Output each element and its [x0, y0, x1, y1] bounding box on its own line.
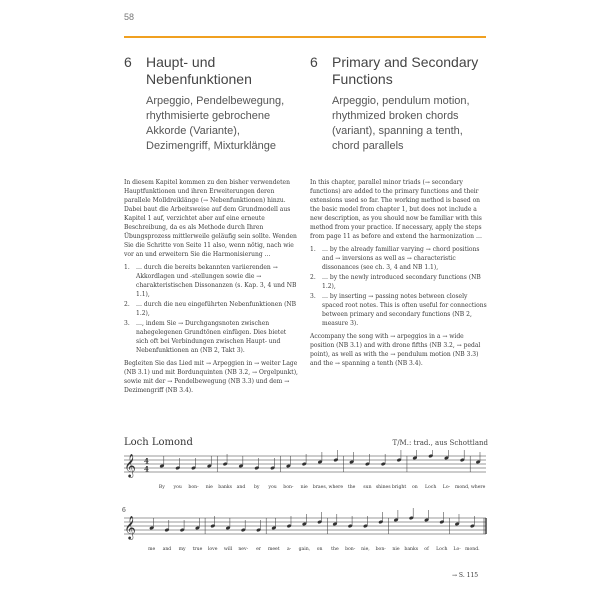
english-chapter-number: 6 [310, 54, 318, 70]
lyric-syllable: Lo- [453, 547, 461, 552]
lyric-syllable: nie [205, 485, 213, 490]
lyric-syllable: will [223, 547, 233, 552]
english-chapter-heading [310, 54, 488, 154]
lyric-syllable: bon- [283, 485, 294, 490]
list-item: 3. … by inserting → passing notes between closely spaced root notes. This is often useful for connections between primary and secondary functions (NB 2, measure 3). [310, 293, 487, 327]
lyric-syllable: Loch [436, 547, 448, 552]
german-closing: Begleiten Sie das Lied mit → Arpeggien in → weiter Lage (NB 3.1) und mit Bordunquinten (NB 3.2, → Orgelpunkt), sowie mit der → Pendelbewegung (NB 3.3) und dem → Dezimengriff (NB 3.4). [124, 360, 298, 394]
lyric-syllable: er [256, 547, 262, 552]
lyric-syllable: shines [375, 485, 391, 490]
german-chapter-number: 6 [124, 54, 132, 70]
list-item: 2. … durch die neu eingeführten Nebenfunktionen (NB 1.2), [124, 301, 297, 317]
german-chapter-title: Haupt- und Nebenfunktionen [146, 54, 252, 87]
lyric-syllable: me [148, 547, 156, 552]
list-item: 2. … by the newly introduced secondary functions (NB 1.2), [310, 274, 481, 290]
lyric-syllable: mond. [465, 547, 480, 552]
lyric-syllable: bon- [375, 547, 386, 552]
lyric-syllable: nie [300, 485, 308, 490]
lyric-syllable: where [328, 485, 344, 490]
lyrics-system-2 [148, 546, 480, 552]
lyric-syllable: nie, [361, 547, 370, 552]
lyric-syllable: banks [404, 547, 419, 552]
lyric-syllable: and [236, 485, 246, 490]
lyric-syllable: Lo- [442, 485, 451, 490]
lyric-syllable: you [268, 485, 277, 490]
english-body [310, 178, 488, 372]
lyric-syllable: bon- [188, 485, 199, 490]
page-reference[interactable]: → S. 115 [452, 572, 479, 579]
list-item: 1. … durch die bereits bekannten variierenden → Akkordlagen und -stellungen sowie die → charakteristischen Dissonanzen (s. Kap. 3, 4 und NB 1.1), [124, 264, 297, 298]
lyric-syllable: Loch [424, 485, 437, 490]
lyric-syllable: on [316, 547, 323, 552]
staff-system-2 [124, 518, 486, 534]
page-number: 58 [124, 12, 135, 22]
list-item: 1. … by the already familiar varying → chord positions and → inversions as well as → characteristic dissonances (see ch. 3, 4 and NB 1.1), [310, 246, 480, 271]
header-rule [124, 36, 486, 38]
lyric-syllable: and [162, 547, 172, 552]
lyric-syllable: bon- [345, 547, 356, 552]
song-credit: T/M.: trad., aus Schottland [392, 439, 488, 447]
german-steps [124, 263, 300, 355]
lyric-syllable: the [331, 547, 339, 552]
english-intro: In this chapter, parallel minor triads (→ secondary functions) are added to the primary functions and their extensions used so far. The working method is based on the basic model from chapter 1, but does not include a new description, as you should now be familiar with this method from your practice. If necessary, apply the steps from page 11 as before and extend the harmonization … [310, 179, 482, 240]
lyric-syllable: meet [267, 547, 280, 552]
lyric-syllable: a- [286, 547, 292, 552]
lyric-syllable: of [424, 547, 429, 552]
lyric-syllable: gain, [298, 547, 311, 552]
english-closing: Accompany the song with → arpeggios in a → wide position (NB 3.1) and with drone fifths (NB 3.2, → pedal point), as well as with the → pendulum motion (NB 3.3) and the → spanning a tenth (NB 3.4). [310, 333, 481, 367]
lyric-syllable: mond, [455, 485, 470, 490]
measure-number: 6 [122, 507, 126, 514]
lyric-syllable: true [192, 547, 203, 552]
lyrics-system-1 [159, 484, 486, 490]
german-chapter-subtitle: Arpeggio, Pendelbewegung, rhythmisierte gebrochene Akkorde (Variante), Dezimengriff, Mixturklänge [146, 95, 285, 152]
notes-system-1 [159, 450, 480, 472]
lyric-syllable: the [347, 485, 356, 490]
german-body [124, 178, 300, 399]
lyric-syllable: By [158, 485, 165, 490]
treble-clef-icon: 𝄞 [124, 515, 136, 539]
english-chapter-subtitle: Arpeggio, pendulum motion, rhythmized broken chords (variant), spanning a tenth, chord parallels [332, 95, 470, 152]
time-signature-top: 4 [144, 456, 149, 466]
list-item: 3. …, indem Sie → Durchgangsnoten zwischen nahegelegenen Grundtönen einfügen. Dies bietet sich oft bei Verbindungen zwischen Haupt- und Nebenfunktionen an (NB 2, Takt 3). [124, 320, 287, 354]
music-score [120, 450, 490, 600]
german-intro: In diesem Kapitel kommen zu den bisher verwendeten Hauptfunktionen und ihren Erweiterungen deren parallele Molldreiklänge (→ Nebenfunktionen) hinzu. Dabei baut die Arbeitsweise auf dem Grundmodell aus Kapitel 1 auf, verzichtet aber auf eine erneute Beschreibung, da es als Methode durch Ihren Übungsprozess mittlerweile geläufig sein sollte. Wenden Sie die Schritte von Seite 11 also, wenn nötig, nach wie vor an und erweitern Sie die Harmonisierung … [124, 179, 297, 258]
lyric-syllable: sun [363, 485, 372, 490]
english-steps [310, 245, 488, 328]
lyric-syllable: where [470, 485, 486, 490]
lyric-syllable: love [207, 547, 218, 552]
lyric-syllable: nev- [238, 547, 249, 552]
song-title: Loch Lomond [124, 437, 193, 448]
english-chapter-title: Primary and Secondary Functions [332, 54, 479, 87]
lyric-syllable: my [178, 547, 186, 552]
lyric-syllable: braes, [312, 485, 328, 490]
lyric-syllable: on [411, 485, 418, 490]
lyric-syllable: nie [392, 547, 400, 552]
lyric-syllable: you [173, 485, 182, 490]
time-signature-bottom: 4 [144, 464, 149, 474]
lyric-syllable: bright [391, 485, 407, 490]
german-chapter-heading [124, 54, 302, 154]
lyric-syllable: by [253, 485, 260, 490]
lyric-syllable: banks [218, 485, 233, 490]
treble-clef-icon: 𝄞 [124, 453, 136, 477]
